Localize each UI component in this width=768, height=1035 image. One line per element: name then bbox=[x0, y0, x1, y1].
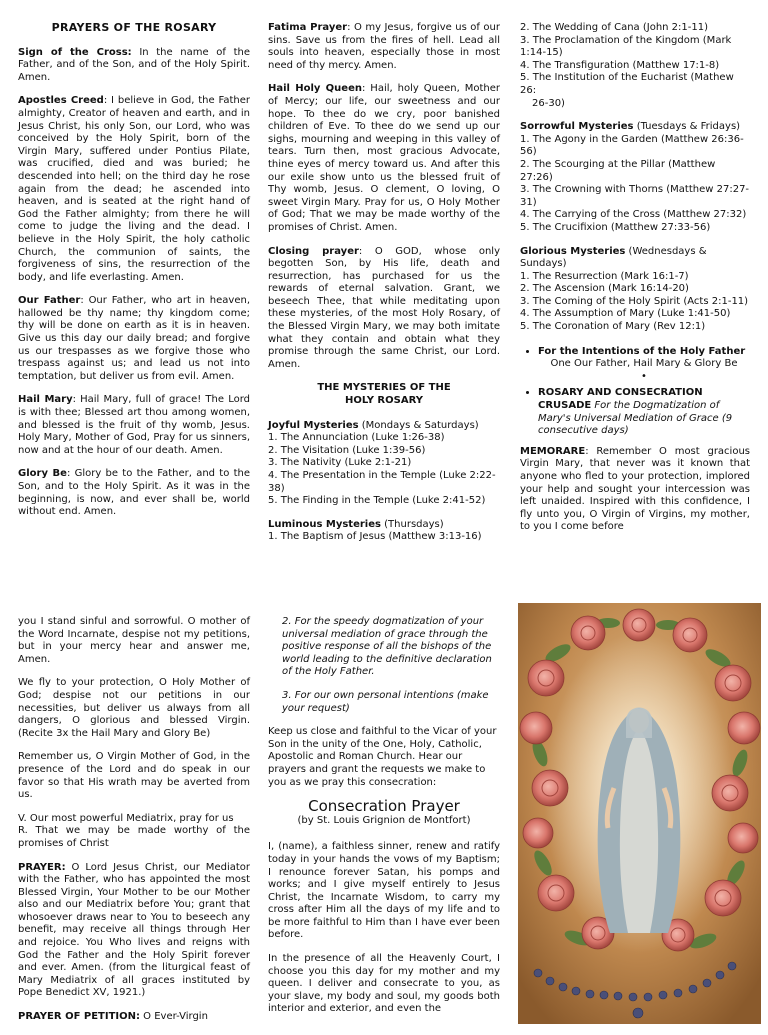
keep-us-close: Keep us close and faithful to the Vicar of your Son in the unity of the One, Holy, Catholic, Apostolic and Roman Church. Hear our prayers and grant the requests we make to you as we pray this consecration: bbox=[268, 726, 497, 788]
glory-be-text: : Glory be to the Father, and to the Son, and to the Holy Spirit. As it was in the beginning, is now, and ever shall be, world without end. Amen. bbox=[18, 468, 250, 518]
list-item: 5. The Finding in the Temple (Luke 2:41-52) bbox=[268, 495, 486, 507]
we-fly-prayer: We fly to your protection, O Holy Mother of God; despise not our petitions in our necessities, but deliver us always from all dangers, O glorious and blessed Virgin. (Recite 3x the Hail Mary and Glory Be) bbox=[18, 677, 250, 739]
sign-of-cross-heading: Sign of the Cross: bbox=[18, 46, 132, 58]
glory-be bbox=[18, 468, 250, 518]
list-item: 3. The Coming of the Holy Spirit (Acts 2:1-11) bbox=[520, 295, 749, 307]
sign-of-cross-text: In the name of the Father, and of the Son, and of the Holy Spirit. Amen. bbox=[18, 46, 250, 83]
list-item: 3. The Nativity (Luke 2:1-21) bbox=[268, 457, 412, 469]
closing-prayer-text: : O GOD, whose only begotten Son, by His life, death and resurrection, has purchased for us the rewards of eternal salvation. Grant, we beseech Thee, that while meditating upon these mysteries, of the most Holy Rosary, of the Blessed Virgin Mary, we may both imitate what they contain and obtain what they promise through the same Christ, our Lord. Amen. bbox=[268, 245, 501, 370]
list-item: 1. The Annunciation (Luke 1:26-38) bbox=[268, 432, 445, 444]
mysteries-title-line-1: THE MYSTERIES OF THE bbox=[317, 382, 451, 394]
sorrowful-mysteries bbox=[520, 121, 750, 234]
luminous-heading: Luminous Mysteries bbox=[268, 518, 381, 530]
intention-2: 2. For the speedy dogmatization of your universal mediation of grace through the positive response of all the bishops of the world leading to the definitive declaration of the Holy Father. bbox=[282, 616, 492, 678]
column-1 bbox=[18, 22, 250, 530]
fatima-text: : O my Jesus, forgive us of our sins. Save us from the fires of hell. Lead all souls into heaven, especially those in most need of thy mercy. Amen. bbox=[268, 22, 500, 71]
consecration-paragraph-2: In the presence of all the Heavenly Court, I choose you this day for my mother and my queen. I deliver and consecrate to you, as your slave, my body and soul, my goods both interior and exterior, and even the bbox=[268, 953, 500, 1015]
glorious-heading: Glorious Mysteries bbox=[520, 245, 626, 257]
our-father bbox=[18, 295, 250, 383]
list-item bbox=[538, 387, 750, 437]
memorare-heading: MEMORARE bbox=[520, 445, 586, 457]
list-item: 5. The Coronation of Mary (Rev 12:1) bbox=[520, 321, 706, 333]
hail-holy-queen-heading: Hail Holy Queen bbox=[268, 83, 362, 95]
apostles-creed bbox=[18, 95, 250, 284]
hail-mary-text: : Hail Mary, full of grace! The Lord is with thee; Blessed art thou among women, and blessed is the fruit of thy womb, Jesus. Holy Mary, Mother of God, Pray for us sinners, now and at the hour of our death. Amen. bbox=[18, 394, 250, 456]
rosary-crusade-heading: ROSARY AND CONSECRATION CRUSADE bbox=[538, 387, 703, 412]
glory-be-heading: Glory Be bbox=[18, 468, 67, 480]
petition-text: O Ever-Virgin bbox=[140, 1011, 208, 1023]
sign-of-cross bbox=[18, 47, 250, 85]
versicle: V. Our most powerful Mediatrix, pray for us bbox=[18, 812, 234, 824]
versicle-response bbox=[18, 813, 250, 851]
glorious-days: (Wednesdays & Sundays) bbox=[520, 245, 707, 270]
fatima-prayer bbox=[268, 22, 500, 72]
closing-prayer bbox=[268, 246, 500, 372]
consecration-author: (by St. Louis Grignion de Montfort) bbox=[297, 814, 471, 826]
closing-prayer-heading: Closing prayer bbox=[268, 245, 359, 257]
column-2 bbox=[268, 22, 500, 544]
prayer-of-petition bbox=[18, 1011, 250, 1024]
list-item: 3. The Crowning with Thorns (Matthew 27:27-31) bbox=[520, 184, 750, 208]
fatima-heading: Fatima Prayer bbox=[268, 22, 348, 33]
list-item: 2. The Wedding of Cana (John 2:1-11) bbox=[520, 22, 709, 33]
sorrowful-heading: Sorrowful Mysteries bbox=[520, 121, 634, 133]
our-father-text: : Our Father, who art in heaven, hallowed be thy name; thy kingdom come; thy will be done on earth as it is in heaven. Give us this day our daily bread; and forgive us our trespasses as we forgive those who trespass against us; and lead us not into temptation, but deliver us from evil. Amen. bbox=[18, 295, 250, 382]
consecration-title: Consecration Prayer bbox=[308, 797, 460, 816]
list-item: 1. The Agony in the Garden (Matthew 26:36-56) bbox=[520, 133, 744, 158]
luminous-days: (Thursdays) bbox=[380, 518, 444, 530]
memorare-continued: you I stand sinful and sorrowful. O mother of the Word Incarnate, despise not my petitions, but in your mercy hear and answer me, Amen. bbox=[18, 616, 250, 665]
prayer-text: O Lord Jesus Christ, our Mediator with the Father, who has appointed the most Blessed Virgin, Your Mother to be our Mother also and our Mediatrix before You; grant that whosoever draws near to You to beseech any benefit, may receive all things through Her and rejoice. You Who lives and reigns with God the Father and the Holy Spirit forever and ever. Amen. (from the liturgical feast of Mary Mediatrix of all graces instituted by Pope Benedict XV, 1921.) bbox=[18, 861, 250, 999]
holy-father-intentions-text: One Our Father, Hail Mary & Glory Be bbox=[550, 358, 738, 370]
response: R. That we may be made worthy of the promises of Christ bbox=[18, 825, 250, 849]
list-item: 26-30) bbox=[532, 97, 565, 109]
mediator-prayer bbox=[18, 862, 250, 1001]
list-item: 3. The Proclamation of the Kingdom (Mark 1:14-15) bbox=[520, 34, 732, 59]
list-item: 2. The Visitation (Luke 1:39-56) bbox=[268, 444, 426, 456]
list-item: 4. The Carrying of the Cross (Matthew 27:32) bbox=[520, 209, 747, 221]
apostles-creed-heading: Apostles Creed bbox=[18, 95, 104, 107]
virgin-mary-image bbox=[518, 603, 761, 1024]
column-3 bbox=[520, 22, 750, 545]
petition-heading: PRAYER OF PETITION: bbox=[18, 1011, 140, 1023]
joyful-heading: Joyful Mysteries bbox=[268, 419, 359, 431]
column-4 bbox=[18, 616, 250, 1035]
list-item: 4. The Transfiguration (Matthew 17:1-8) bbox=[520, 59, 720, 71]
hail-holy-queen bbox=[268, 83, 500, 234]
hail-mary bbox=[18, 394, 250, 457]
glorious-mysteries bbox=[520, 246, 750, 334]
our-father-heading: Our Father bbox=[18, 295, 81, 307]
list-item: 5. The Crucifixion (Matthew 27:33-56) bbox=[520, 221, 711, 233]
joyful-days: (Mondays & Saturdays) bbox=[358, 419, 479, 431]
luminous-mysteries-continued bbox=[520, 22, 750, 110]
list-item bbox=[538, 346, 750, 384]
consecration-paragraph-1: I, (name), a faithless sinner, renew and ratify today in your hands the vows of my Baptism; I renounce forever Satan, his pomps and works; and I give myself entirely to Jesus Christ, the Incarnate Wisdom, to carry my cross after Him all the days of my life and to be more faithful to Him than I have ever been before. bbox=[268, 841, 500, 941]
list-item: 1. The Resurrection (Mark 16:1-7) bbox=[520, 270, 689, 282]
list-item: 4. The Presentation in the Temple (Luke 2:22-38) bbox=[268, 470, 496, 494]
page-title: PRAYERS OF THE ROSARY bbox=[51, 21, 217, 34]
list-item: 2. The Scourging at the Pillar (Matthew 27:26) bbox=[520, 158, 716, 183]
hail-holy-queen-text: : Hail, holy Queen, Mother of Mercy; our life, our sweetness and our hope. To thee do we cry, poor banished children of Eve. To thee do we send up our sighs, mourning and weeping in this valley of tears. Turn then, most gracious Advocate, thine eyes of mercy toward us. And after this our exile show unto us the blessed fruit of Thy womb, Jesus. O clement, O loving, O sweet Virgin Mary. Pray for us, O Holy Mother of God; That we may be made worthy of the promises of Christ. Amen. bbox=[268, 83, 500, 233]
prayer-heading: PRAYER: bbox=[18, 861, 66, 873]
bullet-dot: • bbox=[641, 370, 647, 382]
mysteries-title-line-2: HOLY ROSARY bbox=[345, 395, 423, 407]
rosary-crusade-text: For the Dogmatization of Mary's Universal Mediation of Grace (9 consecutive days) bbox=[538, 400, 733, 437]
column-5 bbox=[268, 616, 500, 1027]
hail-mary-heading: Hail Mary bbox=[18, 394, 73, 406]
intention-3: 3. For our own personal intentions (make your request) bbox=[282, 689, 489, 714]
sorrowful-days: (Tuesdays & Fridays) bbox=[633, 121, 741, 133]
mysteries-title bbox=[268, 382, 500, 407]
list-item: 4. The Assumption of Mary (Luke 1:41-50) bbox=[520, 308, 731, 320]
list-item: 2. The Ascension (Mark 16:14-20) bbox=[520, 283, 689, 295]
holy-father-intentions-heading: • For the Intentions of the Holy Father bbox=[538, 345, 746, 357]
intentions-list bbox=[520, 346, 750, 438]
joyful-mysteries bbox=[268, 420, 500, 508]
memorare bbox=[520, 446, 750, 534]
apostles-creed-text: : I believe in God, the Father almighty, Creator of heaven and earth, and in Jesus Christ, his only Son, our Lord, who was conceived by the Holy Spirit, born of the Virgin Mary, suffered under Pontius Pilate, was crucified, died and was buried; he descended into hell; on the third day he rose again from the dead; he ascended into heaven, and is seated at the right hand of God the Father almighty; from there he will come to judge the living and the dead. I believe in the Holy Spirit, the holy catholic Church, the communion of saints, the forgiveness of sins, the resurrection of the body, and life everlasting. Amen. bbox=[18, 95, 251, 283]
memorare-text: : Remember O most gracious Virgin Mary, that never was it known that anyone who fled to your protection, implored your help and sought your intercession was left unaided. Inspired with this confidence, I fly unto you, O Virgin of Virgins, my mother, to you I come before bbox=[520, 445, 750, 533]
remember-us-prayer: Remember us, O Virgin Mother of God, in the presence of the Lord and do speak in our favor so that His wrath may be averted from us. bbox=[18, 751, 250, 801]
list-item: 1. The Baptism of Jesus (Matthew 3:13-16) bbox=[268, 531, 482, 543]
list-item: 5. The Institution of the Eucharist (Mathew 26: bbox=[520, 72, 734, 96]
luminous-mysteries bbox=[268, 519, 500, 544]
